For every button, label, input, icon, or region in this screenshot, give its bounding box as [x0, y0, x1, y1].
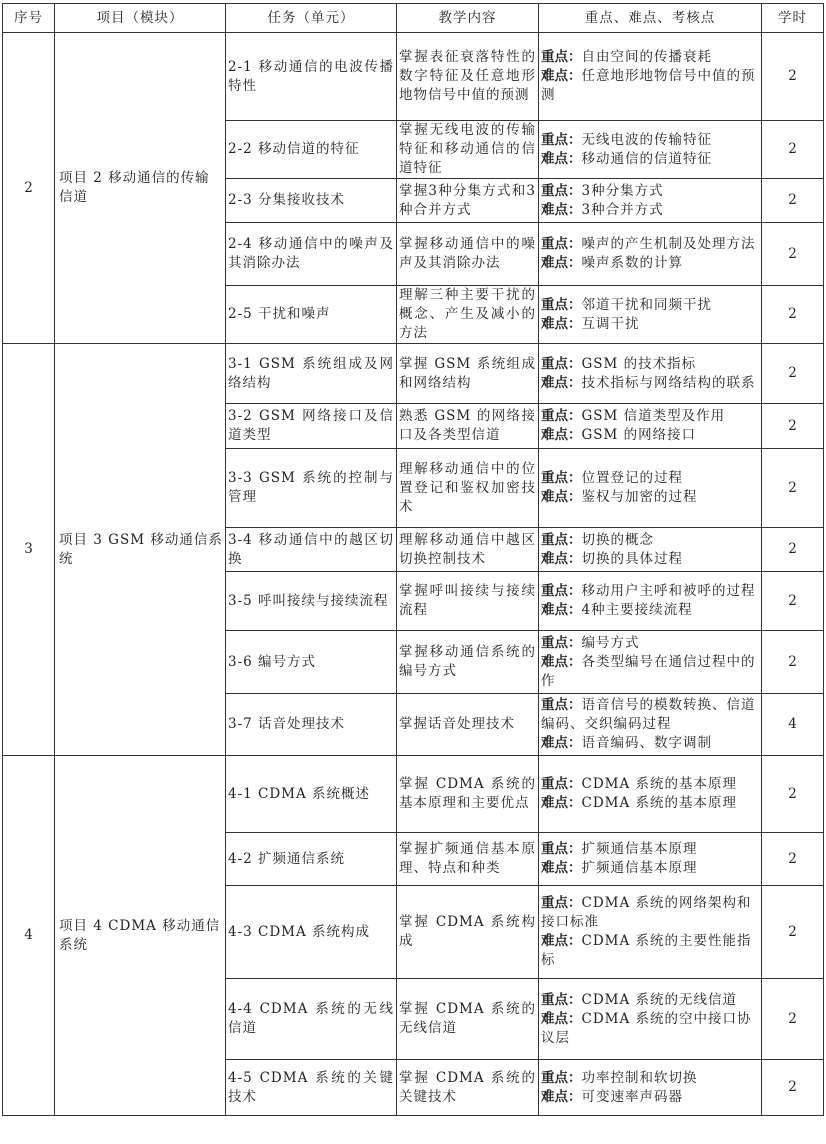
difficulty-label: 难点： [541, 550, 582, 567]
task-name: 3-7 话音处理技术 [226, 694, 397, 756]
key-point-line [541, 991, 759, 1010]
project-name: 项目 2 移动通信的传输信道 [55, 33, 226, 344]
difficulty-label: 难点： [541, 374, 582, 391]
difficulty-line [541, 932, 759, 970]
difficulty-point: CDMA 系统的基本原理 [581, 795, 738, 811]
key-point: CDMA 系统的网络架构和接口标准 [541, 895, 752, 930]
key-point: 移动用户主呼和被呼的过程 [581, 583, 756, 599]
task-name: 3-1 GSM 系统组成及网络结构 [226, 344, 397, 404]
difficulty-line [541, 859, 759, 878]
key-points-cell [539, 694, 762, 756]
difficulty-point: 移动通信的信道特征 [581, 150, 712, 167]
key-label: 重点： [541, 355, 582, 372]
task-name: 2-3 分集接收技术 [226, 179, 397, 223]
class-hours: 2 [762, 528, 824, 572]
difficulty-line [541, 734, 759, 753]
teaching-content: 掌握 CDMA 系统的基本原理和主要优点 [397, 756, 539, 833]
difficulty-label: 难点： [541, 795, 582, 811]
key-point: 无线电波的传输特征 [581, 131, 712, 148]
task-name: 4-2 扩频通信系统 [226, 833, 397, 886]
key-point-line [541, 775, 759, 794]
class-hours: 2 [762, 833, 824, 886]
key-points-cell [539, 833, 762, 886]
header-cell-project: 项目（模块） [55, 4, 226, 33]
class-hours: 2 [762, 223, 824, 286]
class-hours: 2 [762, 33, 824, 121]
key-point: 自由空间的传播衰耗 [581, 49, 712, 65]
key-point: GSM 的技术指标 [581, 355, 697, 372]
table-header [3, 4, 824, 33]
key-points-cell [539, 572, 762, 631]
difficulty-point: 扩频通信基本原理 [581, 860, 698, 876]
class-hours: 2 [762, 344, 824, 404]
difficulty-point: 3种合并方式 [581, 201, 664, 218]
group-number: 4 [3, 756, 55, 1116]
key-point-line [541, 469, 759, 488]
teaching-content: 掌握扩频通信基本原理、特点和种类 [397, 833, 539, 886]
key-points-cell [539, 286, 762, 344]
difficulty-line [541, 67, 759, 105]
difficulty-label: 难点： [541, 68, 582, 84]
header-cell-hours: 学时 [762, 4, 824, 33]
difficulty-line [541, 488, 759, 507]
difficulty-point: 切换的具体过程 [581, 550, 683, 567]
key-point-line [541, 582, 759, 601]
teaching-content: 掌握 CDMA 系统的无线信道 [397, 979, 539, 1060]
key-point: 功率控制和软切换 [581, 1069, 698, 1086]
header-cell-keypoints: 重点、难点、考核点 [539, 4, 762, 33]
difficulty-point: CDMA 系统的空中接口协议层 [541, 1010, 752, 1046]
teaching-content: 掌握表征衰落特性的数字特征及任意地形地物信号中值的预测 [397, 33, 539, 121]
task-name: 2-2 移动信道的特征 [226, 121, 397, 179]
key-point: 编号方式 [581, 634, 640, 651]
teaching-content: 掌握 GSM 系统组成和网络结构 [397, 344, 539, 404]
key-point: 位置登记的过程 [581, 470, 683, 486]
key-label: 重点： [541, 583, 582, 599]
key-point: CDMA 系统的基本原理 [581, 776, 738, 792]
key-points-cell [539, 449, 762, 528]
difficulty-label: 难点： [541, 427, 582, 443]
difficulty-label: 难点： [541, 735, 582, 751]
teaching-content: 掌握3种分集方式和3种合并方式 [397, 179, 539, 223]
difficulty-point: 各类型编号在通信过程中的作 [541, 653, 756, 689]
key-points-cell [539, 886, 762, 979]
task-name: 3-6 编号方式 [226, 631, 397, 694]
difficulty-point: CDMA 系统的主要性能指标 [541, 933, 752, 968]
difficulty-label: 难点： [541, 933, 582, 949]
key-point: 噪声的产生机制及处理方法 [581, 236, 756, 252]
class-hours: 2 [762, 979, 824, 1060]
difficulty-point: GSM 的网络接口 [581, 427, 697, 443]
difficulty-line [541, 653, 759, 691]
project-name: 项目 4 CDMA 移动通信系统 [55, 756, 226, 1116]
task-name: 4-1 CDMA 系统概述 [226, 756, 397, 833]
task-name: 3-4 移动通信中的越区切换 [226, 528, 397, 572]
key-points-cell [539, 1060, 762, 1116]
teaching-content: 理解移动通信中的位置登记和鉴权加密技术 [397, 449, 539, 528]
class-hours: 2 [762, 572, 824, 631]
class-hours: 2 [762, 756, 824, 833]
key-label: 重点： [541, 895, 582, 911]
class-hours: 2 [762, 449, 824, 528]
class-hours: 2 [762, 286, 824, 344]
key-label: 重点： [541, 470, 582, 486]
teaching-content: 掌握移动通信系统的编号方式 [397, 631, 539, 694]
key-point: 扩频通信基本原理 [581, 841, 698, 857]
class-hours: 2 [762, 886, 824, 979]
task-name: 3-3 GSM 系统的控制与管理 [226, 449, 397, 528]
key-label: 重点： [541, 408, 582, 424]
teaching-content: 熟悉 GSM 的网络接口及各类型信道 [397, 404, 539, 449]
difficulty-label: 难点： [541, 1010, 582, 1027]
teaching-content: 理解三种主要干扰的概念、产生及减小的方法 [397, 286, 539, 344]
teaching-content: 掌握移动通信中的噪声及其消除办法 [397, 223, 539, 286]
key-point-line [541, 894, 759, 932]
key-point-line [541, 131, 759, 150]
key-points-cell [539, 528, 762, 572]
difficulty-line [541, 315, 759, 334]
key-points-cell [539, 121, 762, 179]
key-label: 重点： [541, 236, 582, 252]
difficulty-label: 难点： [541, 255, 582, 271]
difficulty-label: 难点： [541, 201, 582, 218]
difficulty-point: 鉴权与加密的过程 [581, 489, 698, 505]
difficulty-label: 难点： [541, 602, 582, 618]
teaching-content: 理解移动通信中越区切换控制技术 [397, 528, 539, 572]
key-point-line [541, 48, 759, 67]
key-points-cell [539, 223, 762, 286]
table-row [3, 33, 824, 121]
key-points-cell [539, 631, 762, 694]
key-point-line [541, 1069, 759, 1088]
key-points-cell [539, 756, 762, 833]
teaching-content: 掌握呼叫接续与接续流程 [397, 572, 539, 631]
curriculum-table [2, 3, 824, 1116]
difficulty-line [541, 1088, 759, 1107]
key-label: 重点： [541, 634, 582, 651]
key-point-line [541, 182, 759, 201]
class-hours: 2 [762, 179, 824, 223]
teaching-content: 掌握 CDMA 系统的关键技术 [397, 1060, 539, 1116]
key-point: 邻道干扰和同频干扰 [581, 296, 712, 313]
teaching-content: 掌握 CDMA 系统构成 [397, 886, 539, 979]
group-number: 3 [3, 344, 55, 756]
key-label: 重点： [541, 841, 582, 857]
key-label: 重点： [541, 49, 582, 65]
class-hours: 2 [762, 404, 824, 449]
task-name: 4-4 CDMA 系统的无线信道 [226, 979, 397, 1060]
header-cell-no: 序号 [3, 4, 55, 33]
key-label: 重点： [541, 131, 582, 148]
difficulty-label: 难点： [541, 860, 582, 876]
key-points-cell [539, 344, 762, 404]
key-point-line [541, 840, 759, 859]
class-hours: 2 [762, 1060, 824, 1116]
task-name: 3-2 GSM 网络接口及信道类型 [226, 404, 397, 449]
key-label: 重点： [541, 697, 582, 713]
table-row [3, 756, 824, 833]
difficulty-line [541, 150, 759, 169]
difficulty-point: 语音编码、数字调制 [581, 735, 712, 751]
project-name: 项目 3 GSM 移动通信系统 [55, 344, 226, 756]
key-point-line [541, 296, 759, 315]
difficulty-point: 任意地形地物信号中值的预测 [541, 68, 756, 103]
difficulty-line [541, 426, 759, 445]
task-name: 3-5 呼叫接续与接续流程 [226, 572, 397, 631]
table-body [3, 33, 824, 1116]
key-label: 重点： [541, 296, 582, 313]
key-point: 语音信号的模数转换、信道编码、交织编码过程 [541, 697, 756, 732]
table-row [3, 344, 824, 404]
difficulty-line [541, 794, 759, 813]
difficulty-line [541, 201, 759, 220]
key-label: 重点： [541, 776, 582, 792]
key-label: 重点： [541, 991, 582, 1008]
key-label: 重点： [541, 531, 582, 548]
key-points-cell [539, 404, 762, 449]
header-cell-content: 教学内容 [397, 4, 539, 33]
difficulty-label: 难点： [541, 1088, 582, 1105]
difficulty-line [541, 1010, 759, 1048]
difficulty-point: 互调干扰 [581, 315, 640, 332]
class-hours: 2 [762, 631, 824, 694]
class-hours: 2 [762, 121, 824, 179]
key-point: GSM 信道类型及作用 [581, 408, 726, 424]
task-name: 4-3 CDMA 系统构成 [226, 886, 397, 979]
difficulty-point: 4种主要接续流程 [581, 602, 693, 618]
key-point: 3种分集方式 [581, 182, 664, 199]
difficulty-line [541, 374, 759, 393]
key-points-cell [539, 179, 762, 223]
class-hours: 4 [762, 694, 824, 756]
key-point-line [541, 634, 759, 653]
key-points-cell [539, 979, 762, 1060]
key-points-cell [539, 33, 762, 121]
key-point-line [541, 235, 759, 254]
difficulty-label: 难点： [541, 653, 582, 670]
key-point-line [541, 355, 759, 374]
key-point-line [541, 531, 759, 550]
task-name: 2-5 干扰和噪声 [226, 286, 397, 344]
difficulty-label: 难点： [541, 315, 582, 332]
key-point-line [541, 696, 759, 734]
difficulty-line [541, 550, 759, 569]
task-name: 2-1 移动通信的电波传播特性 [226, 33, 397, 121]
header-cell-task: 任务（单元） [226, 4, 397, 33]
key-point-line [541, 407, 759, 426]
difficulty-point: 噪声系数的计算 [581, 255, 683, 271]
difficulty-point: 技术指标与网络结构的联系 [581, 374, 756, 391]
difficulty-line [541, 254, 759, 273]
difficulty-line [541, 601, 759, 620]
key-label: 重点： [541, 1069, 582, 1086]
task-name: 4-5 CDMA 系统的关键技术 [226, 1060, 397, 1116]
key-point: 切换的概念 [581, 531, 654, 548]
key-point: CDMA 系统的无线信道 [581, 991, 738, 1008]
group-number: 2 [3, 33, 55, 344]
difficulty-label: 难点： [541, 489, 582, 505]
key-label: 重点： [541, 182, 582, 199]
teaching-content: 掌握无线电波的传输特征和移动通信的信道特征 [397, 121, 539, 179]
difficulty-point: 可变速率声码器 [581, 1088, 683, 1105]
teaching-content: 掌握话音处理技术 [397, 694, 539, 756]
difficulty-label: 难点： [541, 150, 582, 167]
task-name: 2-4 移动通信中的噪声及其消除办法 [226, 223, 397, 286]
